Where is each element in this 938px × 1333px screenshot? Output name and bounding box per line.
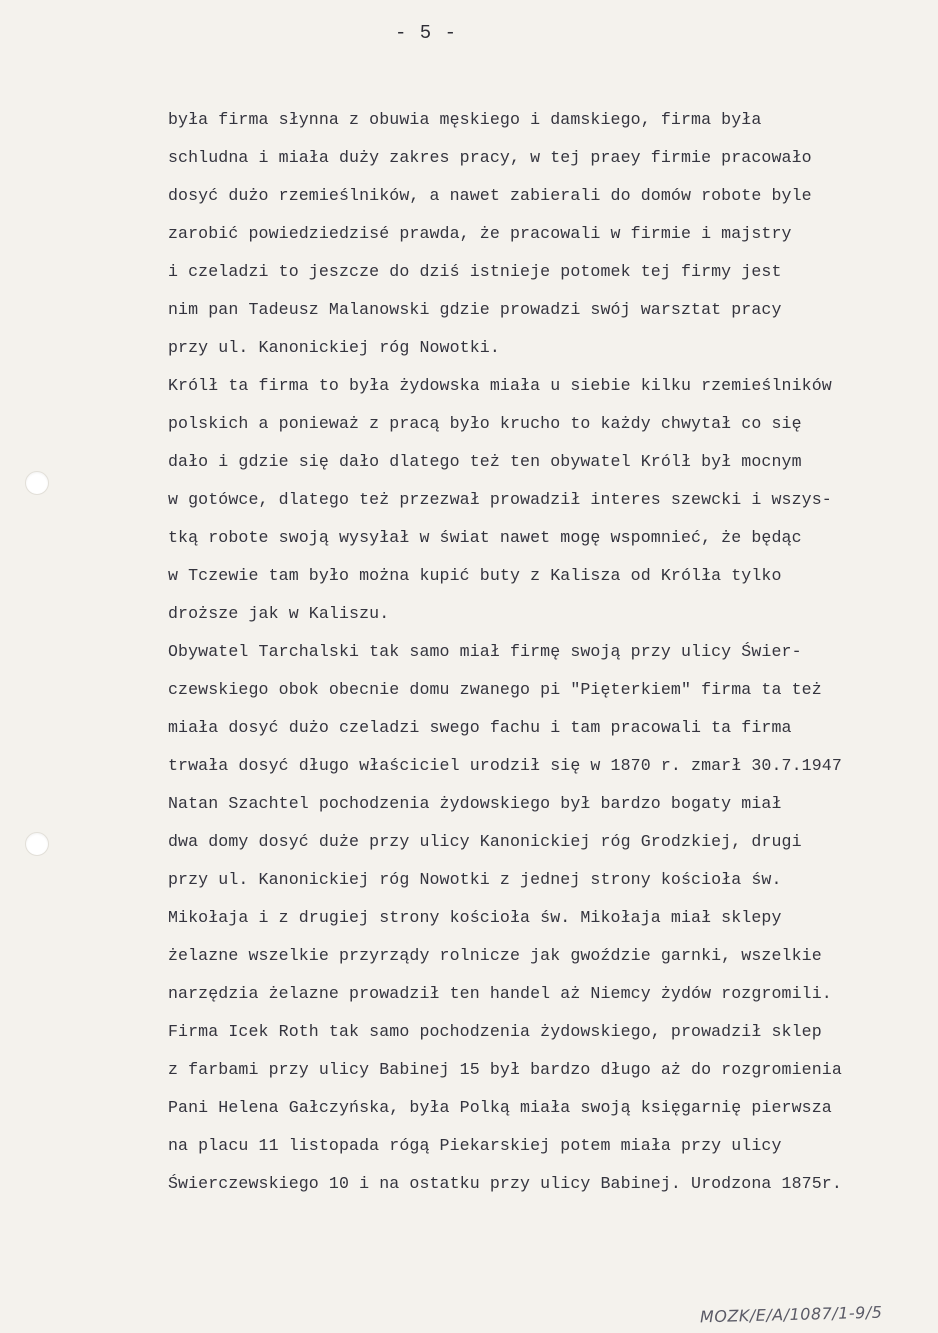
text-line: dwa domy dosyć duże przy ulicy Kanonickiej róg Grodzkiej, drugi	[168, 832, 802, 851]
text-line: czewskiego obok obecnie domu zwanego pi "Pięterkiem" firma ta też	[168, 680, 822, 699]
text-line: w Tczewie tam było można kupić buty z Kalisza od Królła tylko	[168, 566, 782, 585]
text-line: miała dosyć dużo czeladzi swego fachu i tam pracowali ta firma	[168, 718, 792, 737]
text-line: na placu 11 listopada rógą Piekarskiej potem miała przy ulicy	[168, 1136, 782, 1155]
text-line: polskich a ponieważ z pracą było krucho to każdy chwytał co się	[168, 414, 802, 433]
text-line: schludna i miała duży zakres pracy, w tej praey firmie pracowało	[168, 148, 812, 167]
text-line: droższe jak w Kaliszu.	[168, 604, 390, 623]
text-line: w gotówce, dlatego też przezwał prowadził interes szewcki i wszys-	[168, 490, 832, 509]
punch-hole	[25, 832, 49, 856]
text-line: narzędzia żelazne prowadził ten handel aż Niemcy żydów rozgromili.	[168, 984, 832, 1003]
text-line: zarobić powiedziedzisé prawda, że pracowali w firmie i majstry	[168, 224, 792, 243]
text-line: przy ul. Kanonickiej róg Nowotki z jednej strony kościoła św.	[168, 870, 782, 889]
text-line: Mikołaja i z drugiej strony kościoła św. Mikołaja miał sklepy	[168, 908, 782, 927]
text-line: Królł ta firma to była żydowska miała u siebie kilku rzemieślników	[168, 376, 832, 395]
page-number: - 5 -	[395, 22, 458, 44]
text-line: Pani Helena Gałczyńska, była Polką miała swoją księgarnię pierwsza	[168, 1098, 832, 1117]
text-line: była firma słynna z obuwia męskiego i damskiego, firma była	[168, 110, 762, 129]
text-line: dało i gdzie się dało dlatego też ten obywatel Królł był mocnym	[168, 452, 802, 471]
text-line: żelazne wszelkie przyrządy rolnicze jak gwoździe garnki, wszelkie	[168, 946, 822, 965]
text-line: nim pan Tadeusz Malanowski gdzie prowadzi swój warsztat pracy	[168, 300, 782, 319]
text-line: przy ul. Kanonickiej róg Nowotki.	[168, 338, 500, 357]
punch-hole	[25, 471, 49, 495]
text-line: Świerczewskiego 10 i na ostatku przy ulicy Babinej. Urodzona 1875r.	[168, 1174, 842, 1193]
archive-reference: MOZK/E/A/1087/1-9/5	[699, 1302, 883, 1327]
text-line: Natan Szachtel pochodzenia żydowskiego był bardzo bogaty miał	[168, 794, 782, 813]
text-line: Obywatel Tarchalski tak samo miał firmę swoją przy ulicy Świer-	[168, 642, 802, 661]
typed-text-body	[168, 103, 938, 1205]
text-line: dosyć dużo rzemieślników, a nawet zabierali do domów robote byle	[168, 186, 812, 205]
text-line: Firma Icek Roth tak samo pochodzenia żydowskiego, prowadził sklep	[168, 1022, 822, 1041]
text-line: i czeladzi to jeszcze do dziś istnieje potomek tej firmy jest	[168, 262, 782, 281]
text-line: tką robote swoją wysyłał w świat nawet mogę wspomnieć, że będąc	[168, 528, 802, 547]
text-line: trwała dosyć długo właściciel urodził się w 1870 r. zmarł 30.7.1947	[168, 756, 842, 775]
text-line: z farbami przy ulicy Babinej 15 był bardzo długo aż do rozgromienia	[168, 1060, 842, 1079]
